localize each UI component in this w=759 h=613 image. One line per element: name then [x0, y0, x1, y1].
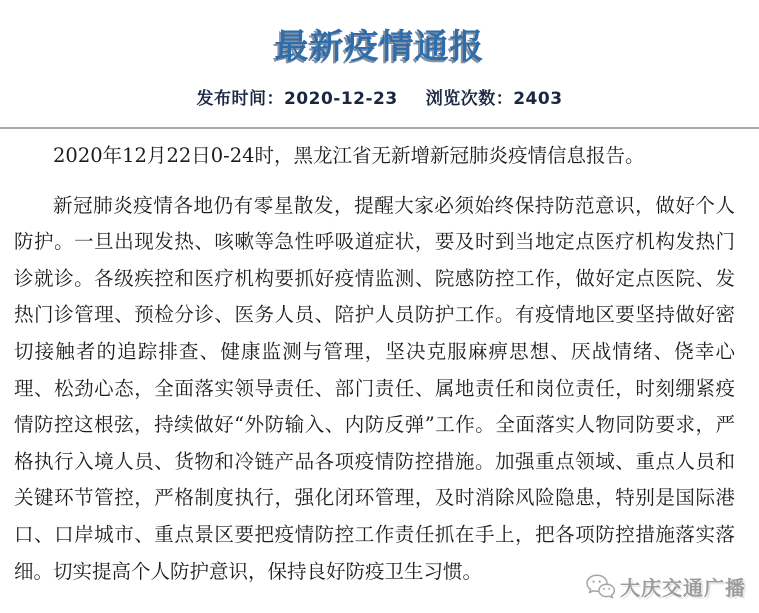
page-title: 最新疫情通报 [274, 27, 485, 67]
article-meta [0, 84, 759, 109]
watermark [586, 572, 746, 601]
watermark-text: 大庆交通广播 [620, 576, 746, 600]
paragraph-1: 2020年12月22日0-24时，黑龙江省无新增新冠肺炎疫情信息报告。 [53, 144, 645, 167]
publish-time: 发布时间：2020-12-23 [196, 89, 398, 109]
article-body [0, 129, 759, 590]
wechat-icon [586, 574, 615, 599]
paragraph-2: 新冠肺炎疫情各地仍有零星散发，提醒大家必须始终保持防范意识，做好个人防护。一旦出现发热、咳嗽等急性呼吸道症状，要及时到当地定点医疗机构发热门诊就诊。各级疾控和医疗机构要抓好疫情监测、院感防控工作，做好定点医院、发热门诊管理、预检分诊、医务人员、陪护人员防护工作。有疫情地区要坚持做好密切接触者的追踪排查、健康监测与管理，坚决克服麻痹思想、厌战情绪、侥幸心理、松劲心态，全面落实领导责任、部门责任、属地责任和岗位责任，时刻绷紧疫情防控这根弦，持续做好“外防输入、内防反弹”工作。全面落实人物同防要求，严格执行入境人员、货物和冷链产品各项疫情防控措施。加强重点领域、重点人员和关键环节管控，严格制度执行，强化闭环管理，及时消除风险隐患，特别是国际港口、口岸城市、重点景区要把疫情防控工作责任抓在手上，把各项防控措施落实落细。切实提高个人防护意识，保持良好防疫卫生习惯。 [14, 193, 735, 583]
view-count: 浏览次数：2403 [425, 89, 563, 109]
